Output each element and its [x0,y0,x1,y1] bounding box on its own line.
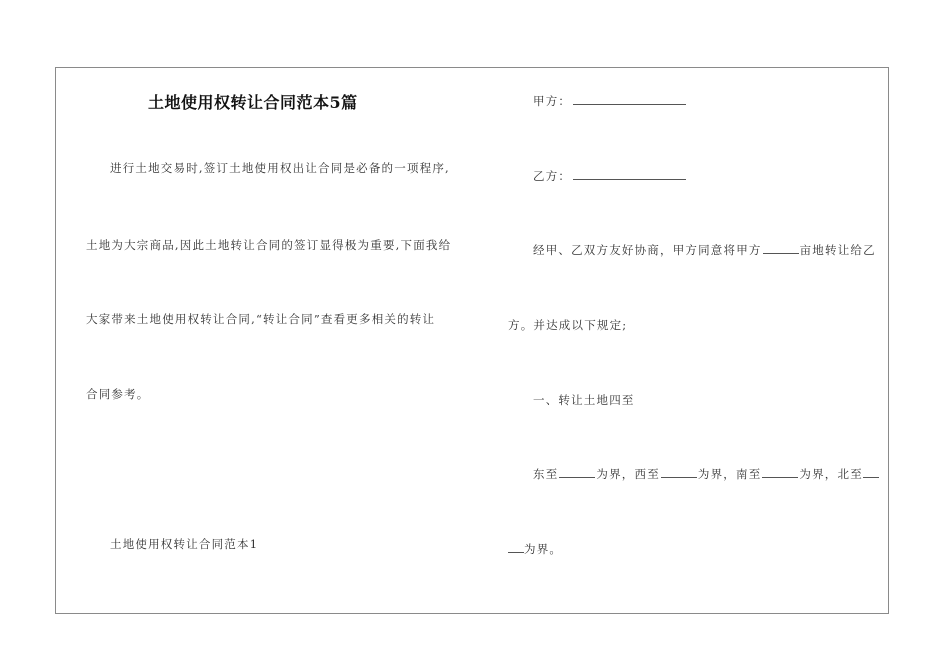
party-a-blank [573,93,686,105]
boundary-line-2 [508,541,562,557]
agreement-line-1 [533,242,876,258]
east-boundary-blank [559,466,595,478]
west-boundary-blank [661,466,697,478]
document-title: 土地使用权转让合同范本5篇 [148,93,358,112]
boundary-end-label: 为界。 [524,542,563,556]
party-b-label: 乙方： [533,169,572,183]
intro-paragraph-line-1: 进行土地交易时,签订土地使用权出让合同是必备的一项程序, [110,161,450,175]
boundary-south-label: 为界，南至 [697,467,762,481]
agreement-text-end: 亩地转让给乙 [799,243,876,257]
boundary-east-label: 东至 [533,467,559,481]
north-boundary-blank-end [508,541,524,553]
intro-paragraph-line-3: 大家带来土地使用权转让合同,“转让合同”查看更多相关的转让 [86,312,436,326]
boundary-north-label: 为界，北至 [799,467,863,481]
agreement-line-2: 方。并达成以下规定; [508,318,628,332]
agreement-text-start: 经甲、乙双方友好协商，甲方同意将甲方 [533,243,762,257]
boundary-west-label: 为界，西至 [596,467,660,481]
intro-paragraph-line-2: 土地为大宗商品,因此土地转让合同的签订显得极为重要,下面我给 [86,238,452,252]
section-heading: 土地使用权转让合同范本1 [110,537,259,551]
clause-1-title: 一、转让土地四至 [533,393,635,407]
south-boundary-blank [762,466,798,478]
north-boundary-blank-start [863,466,879,478]
party-a-label: 甲方： [533,94,572,108]
acreage-blank [763,242,799,254]
intro-paragraph-line-4: 合同参考。 [86,387,150,401]
party-b-line [533,168,686,184]
document-page-frame [55,67,889,614]
party-a-line [533,93,686,109]
boundary-line-1 [533,466,879,482]
party-b-blank [573,168,686,180]
